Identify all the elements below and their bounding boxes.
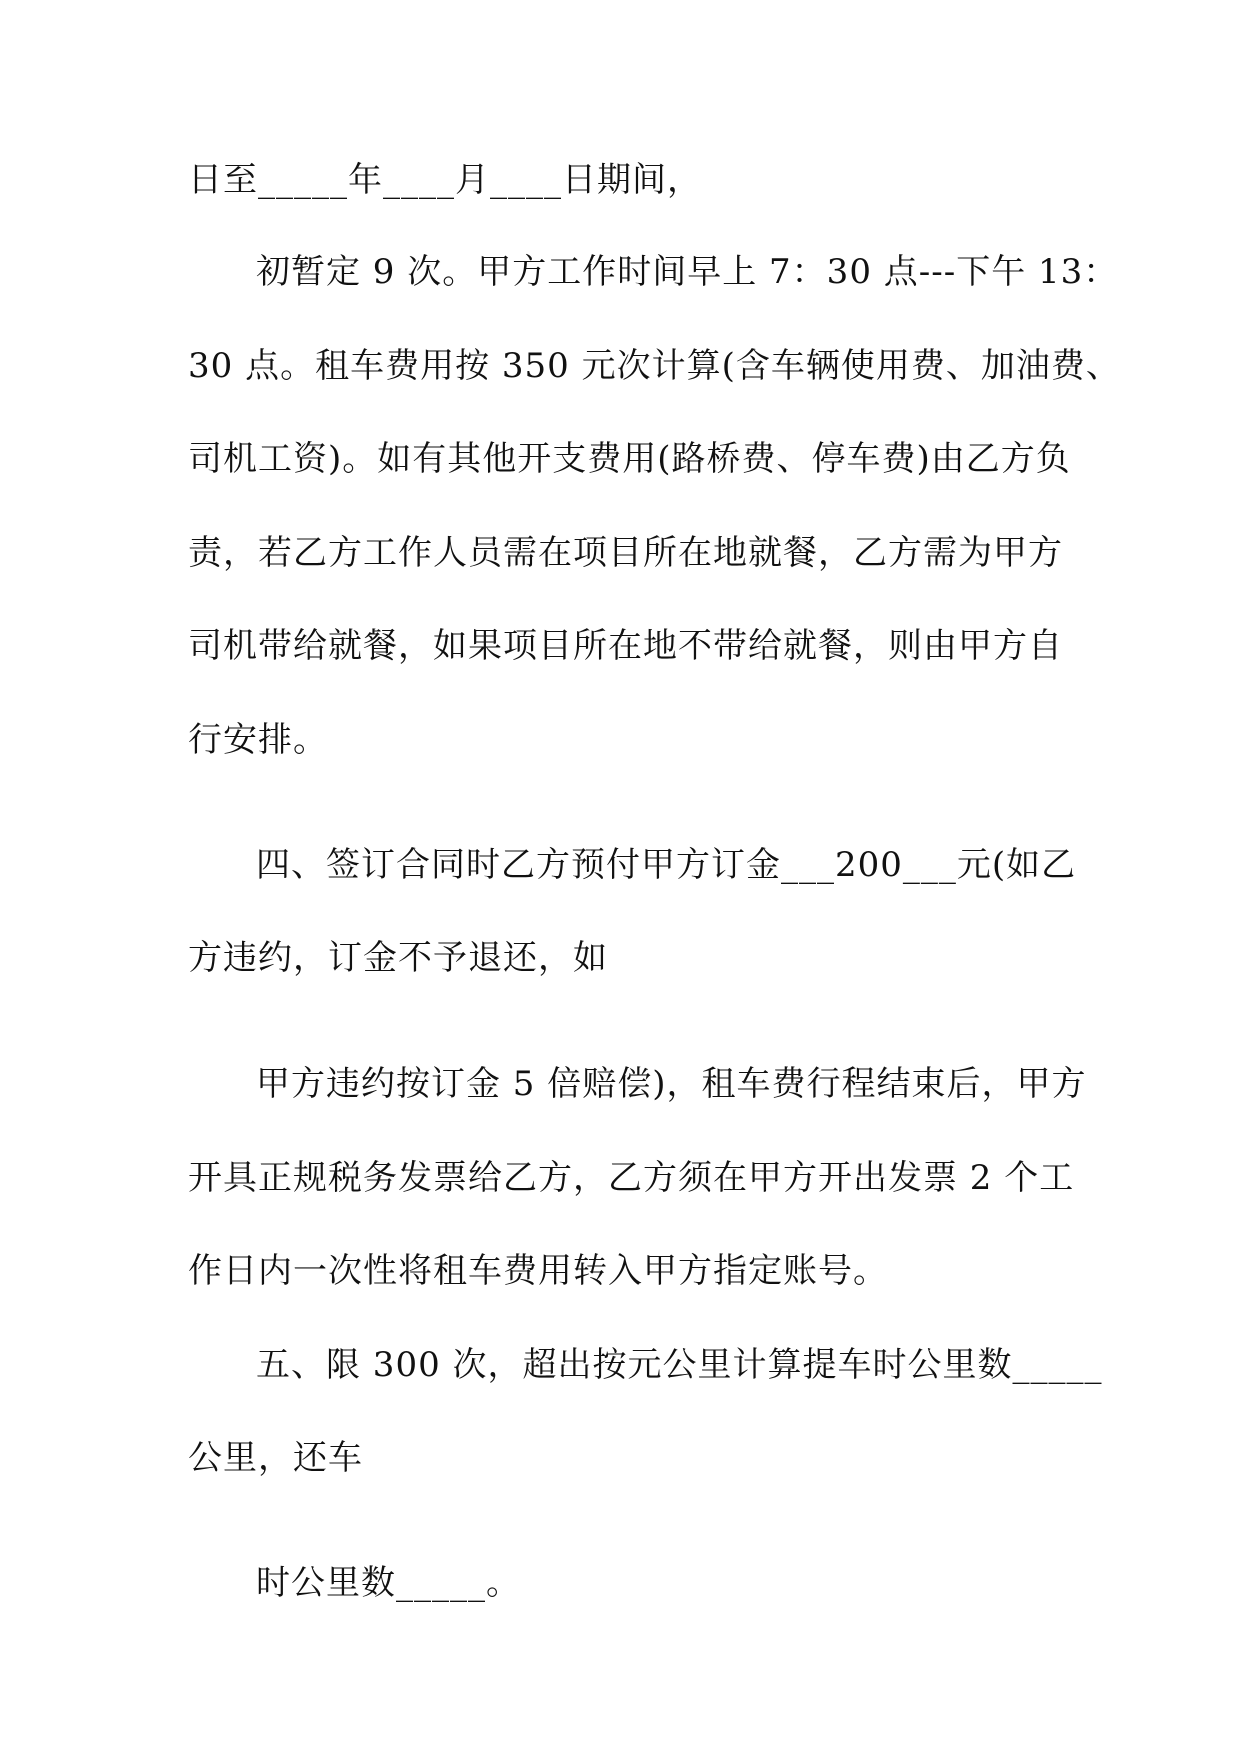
text-line: 甲方违约按订金 5 倍赔偿)，租车费行程结束后，甲方 (256, 1064, 1087, 1104)
text-line: 行安排。 (188, 720, 328, 760)
text-line: 作日内一次性将租车费用转入甲方指定账号。 (188, 1251, 888, 1291)
text-line: 初暂定 9 次。甲方工作时间早上 7：30 点---下午 13： (256, 252, 1119, 292)
text-line: 司机工资)。如有其他开支费用(路桥费、停车费)由乙方负 (188, 439, 1071, 479)
text-line: 方违约，订金不予退还，如 (188, 938, 608, 978)
text-line: 30 点。租车费用按 350 元次计算(含车辆使用费、加油费、 (188, 346, 1121, 386)
text-line: 时公里数_____。 (256, 1563, 521, 1603)
text-line: 公里，还车 (188, 1438, 363, 1478)
text-line: 五、限 300 次，超出按元公里计算提车时公里数_____ (256, 1345, 1103, 1385)
text-line: 四、签订合同时乙方预付甲方订金___200___元(如乙 (256, 845, 1077, 885)
text-line: 司机带给就餐，如果项目所在地不带给就餐，则由甲方自 (188, 626, 1063, 666)
text-line: 责，若乙方工作人员需在项目所在地就餐，乙方需为甲方 (188, 533, 1063, 573)
text-line: 日至_____年____月____日期间， (188, 160, 702, 200)
text-line: 开具正规税务发票给乙方，乙方须在甲方开出发票 2 个工 (188, 1158, 1075, 1198)
